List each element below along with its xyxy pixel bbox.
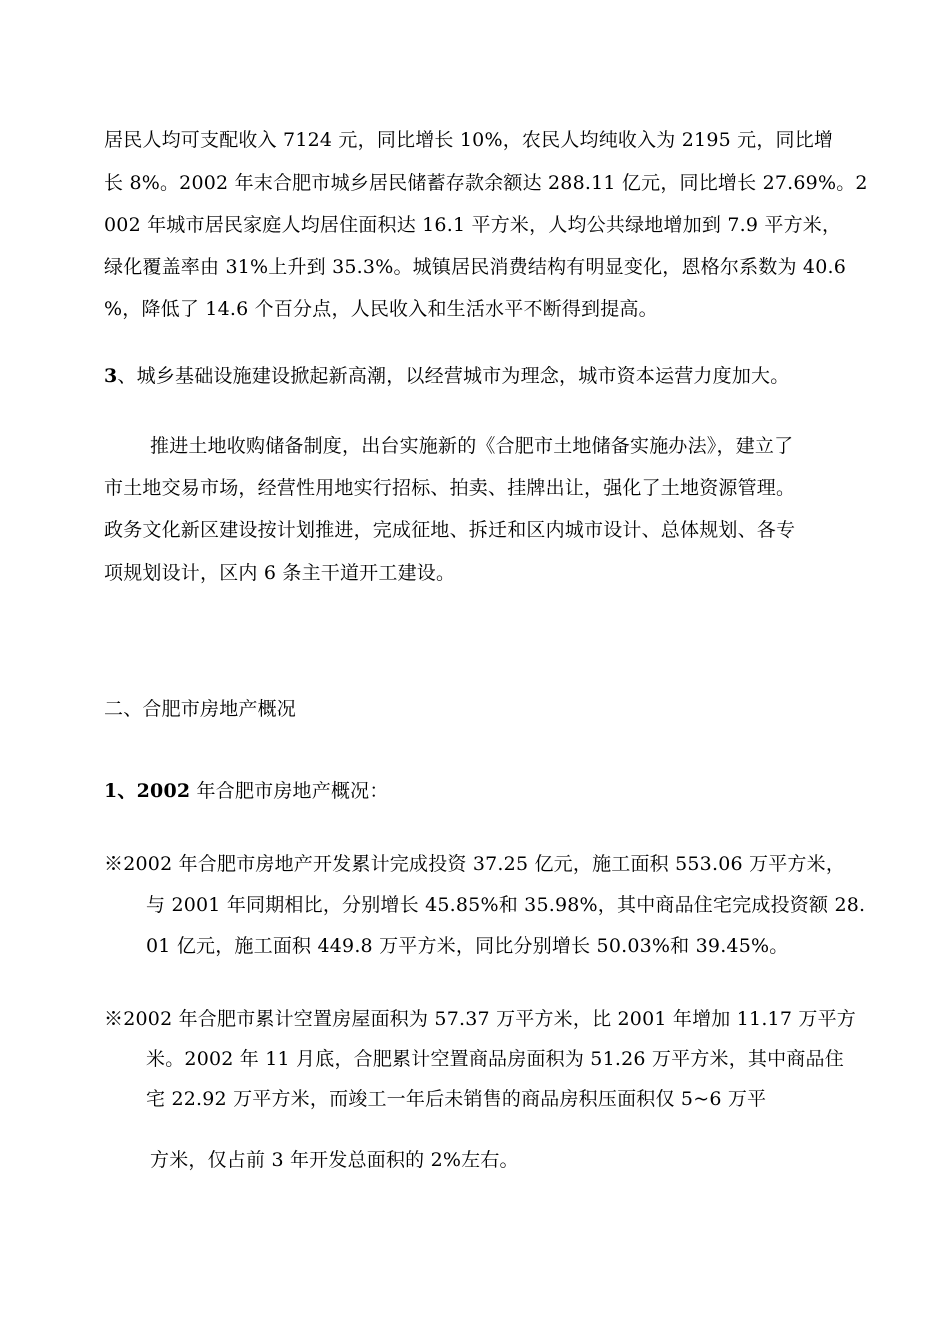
- bullet-line: 方米，仅占前 3 年开发总面积的 2%左右。: [150, 1149, 519, 1171]
- paragraph-line: %，降低了 14.6 个百分点，人民收入和生活水平不断得到提高。: [104, 298, 658, 320]
- bullet-line: ※2002 年合肥市房地产开发累计完成投资 37.25 亿元，施工面积 553.06 万平方米，: [104, 853, 846, 875]
- bullet-line: ※2002 年合肥市累计空置房屋面积为 57.37 万平方米，比 2001 年增加 11.17 万平方: [104, 1008, 856, 1030]
- paragraph-line: 市土地交易市场，经营性用地实行招标、拍卖、挂牌出让，强化了土地资源管理。: [104, 477, 796, 499]
- subheading-1: [104, 779, 389, 803]
- bullet-line: 米。2002 年 11 月底，合肥累计空置商品房面积为 51.26 万平方米，其中商品住: [146, 1048, 844, 1070]
- paragraph-line: 长 8%。2002 年末合肥市城乡居民储蓄存款余额达 288.11 亿元，同比增长 27.69%。2: [104, 172, 868, 194]
- paragraph-line: 绿化覆盖率由 31%上升到 35.3%。城镇居民消费结构有明显变化，恩格尔系数为 40.6: [104, 256, 847, 278]
- paragraph-line: 推进土地收购储备制度，出台实施新的《合肥市土地储备实施办法》，建立了: [150, 435, 794, 457]
- bullet-line: 01 亿元，施工面积 449.8 万平方米，同比分别增长 50.03%和 39.45%。: [146, 935, 789, 957]
- subheading-text: 年合肥市房地产概况：: [190, 780, 389, 802]
- section-title: 二、合肥市房地产概况: [104, 698, 297, 720]
- paragraph-line: 政务文化新区建设按计划推进，完成征地、拆迁和区内城市设计、总体规划、各专: [104, 519, 796, 541]
- bullet-line: 与 2001 年同期相比，分别增长 45.85%和 35.98%，其中商品住宅完成投资额 28.: [146, 894, 866, 916]
- heading-number: 3: [104, 365, 118, 387]
- paragraph-line: 002 年城市居民家庭人均居住面积达 16.1 平方米，人均公共绿地增加到 7.9 平方米，: [104, 214, 842, 236]
- heading-text: 、城乡基础设施建设掀起新高潮，以经营城市为理念，城市资本运营力度加大。: [117, 365, 790, 387]
- paragraph-line: 居民人均可支配收入 7124 元，同比增长 10%，农民人均纯收入为 2195 元，同比增: [104, 129, 834, 151]
- subheading-number: 1、2002: [104, 780, 191, 802]
- section-heading-3: [104, 364, 789, 388]
- bullet-line: 宅 22.92 万平方米，而竣工一年后未销售的商品房积压面积仅 5~6 万平: [146, 1088, 767, 1110]
- paragraph-line: 项规划设计，区内 6 条主干道开工建设。: [104, 562, 456, 584]
